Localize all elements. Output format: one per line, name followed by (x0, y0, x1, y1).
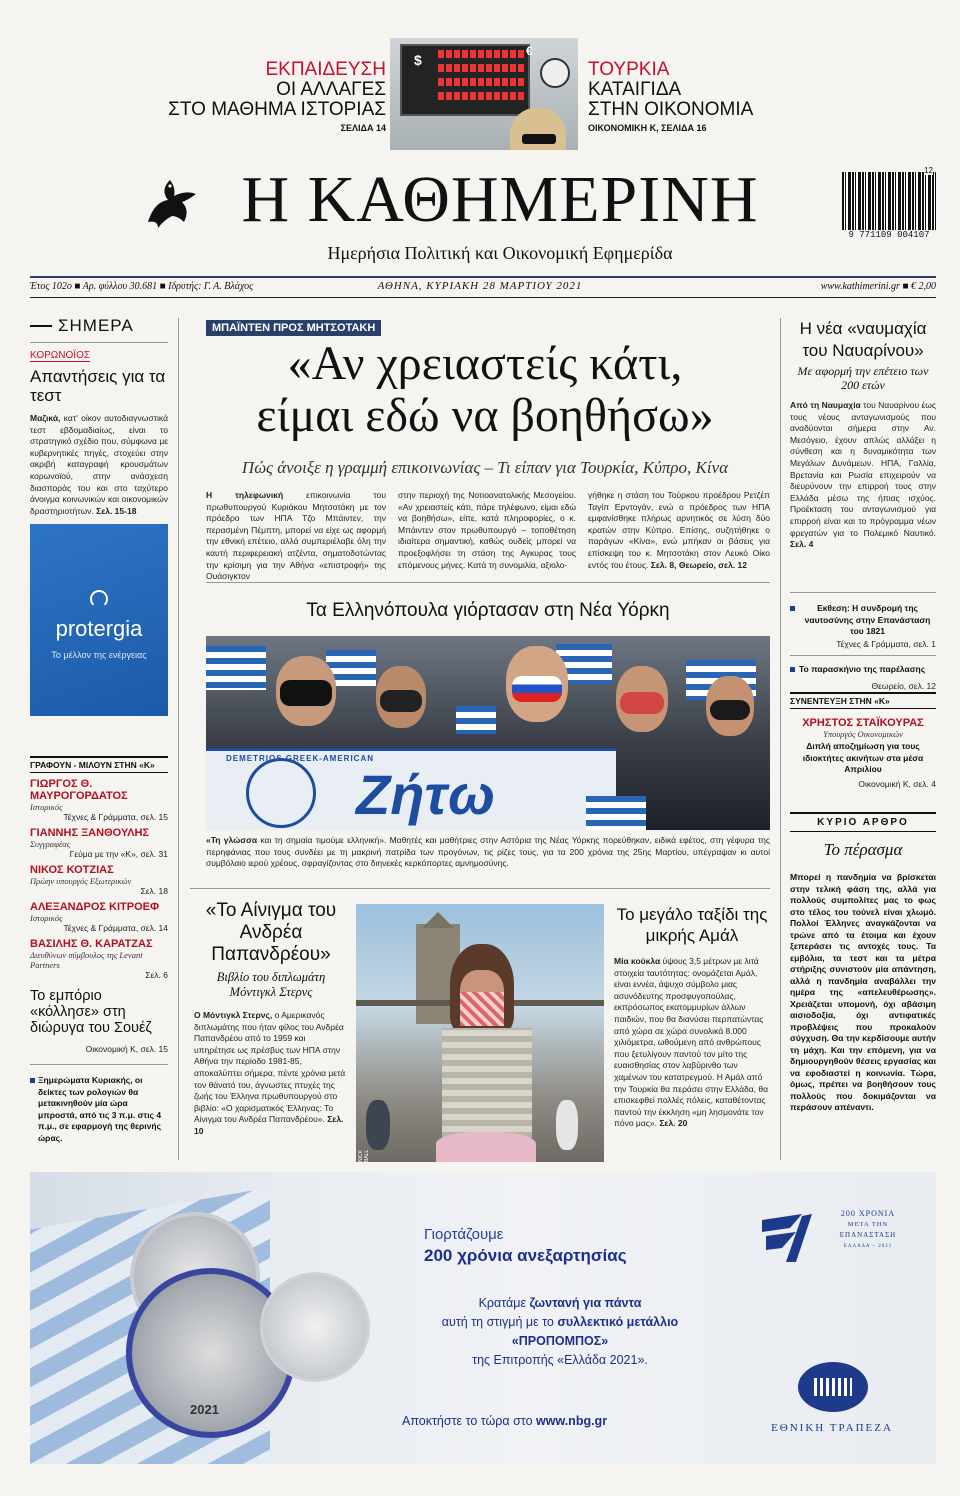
right-column-rule (780, 318, 781, 1160)
covid-text (30, 413, 168, 517)
navarino-title: Η νέα «ναυμαχία του Ναυαρίνου» (799, 319, 927, 360)
writer-item[interactable] (30, 864, 168, 896)
main-kicker: ΜΠΑΪΝΤΕΝ ΠΡΟΣ ΜΗΤΣΟΤΑΚΗ (206, 320, 381, 336)
main-col3 (588, 490, 770, 571)
protergia-ad[interactable] (30, 524, 168, 716)
item1[interactable] (790, 603, 936, 638)
barcode-number: 9 771109 004107 (848, 230, 930, 240)
interview-text: Διπλή αποζημίωση για τους ιδιοκτήτες ακινήτων στα μέσα Απριλίου (802, 741, 924, 774)
item2[interactable] (790, 664, 936, 676)
editorial-title: Το πέρασμα (823, 840, 903, 859)
teaser-right-line1: ΚΑΤΑΙΓΙΔΑ (588, 79, 682, 100)
main-headline-line2: είμαι εδώ να βοηθήσω» (256, 389, 714, 442)
amal-title: Το μεγάλο ταξίδι της μικρής Αμάλ (616, 905, 768, 945)
teaser-left-kicker: ΕΚΠΑΙΔΕΥΣΗ (265, 59, 386, 80)
left-column (30, 316, 168, 517)
interview-name: ΧΡΗΣΤΟΣ ΣΤΑΪΚΟΥΡΑΣ (802, 717, 924, 729)
covid-kicker: ΚΟΡΩΝΟΪΟΣ (30, 350, 91, 361)
logo-text2: ΜΕΤΑ ΤΗΝ (847, 1221, 889, 1228)
clock-text: Ξημερώματα Κυριακής, οι δείκτες των ρολογιών θα μετακινηθούν μία ώρα μπροστά, από τις 3 π.μ. στις 4 π.μ., σε εφαρμογή της θερινής ώρας. (38, 1075, 162, 1143)
masthead-info-left: Έτος 102ο ■ Αρ. φύλλου 30.681 ■ Ιδρυτής: Γ. Α. Βλάχος (30, 281, 254, 292)
barcode-issue: 12 (924, 166, 933, 175)
masthead-rule-top (30, 276, 936, 278)
teaser-left-line1: ΟΙ ΑΛΛΑΓΕΣ (276, 79, 386, 100)
writer-item[interactable] (30, 938, 168, 980)
ad-p4: της Επιτροπής «Ελλάδα 2021». (472, 1353, 648, 1367)
masthead-date: ΑΘΗΝΑ, ΚΥΡΙΑΚΗ 28 ΜΑΡΤΙΟΥ 2021 (377, 280, 583, 292)
suez-ref: Οικονομική Κ, σελ. 15 (85, 1044, 168, 1054)
papandreou-text (194, 1010, 348, 1138)
writer-name: ΑΛΕΞΑΝΔΡΟΣ ΚΙΤΡΟΕΦ (30, 901, 160, 913)
coin-front-inner (260, 1272, 370, 1382)
navarino-lead: Από τη Ναυμαχία (790, 400, 861, 410)
writer-item[interactable] (30, 827, 168, 859)
masthead-title: Η ΚΑΘΗΜΕΡΙΝΗ (241, 163, 759, 236)
writer-ref: Γεύμα με την «Κ», σελ. 31 (69, 849, 168, 859)
papandreou-body: ο Αμερικανός διπλωμάτης που ήταν φίλος του Ανδρέα Παπανδρέου από το 1959 και υπηρέτησε ως πρέσβυς των ΗΠΑ στην Αθήνα την περίοδο 1981-85, αποκαλύπτει σήμερα, πέντε χρόνια μετά τον θάνατό του, άγνωστες πτυχές της ζωής του Έλληνα πρωθυπουργού στο βιβλίο: «Ο χαρισματικός Έλληνας: Το Αίνιγμα του Ανδρέα Παπανδρέου». (194, 1010, 346, 1125)
item1-text: Εκθεση: Η συνδρομή της ναυτοσύνης στην Επανάσταση του 1821 (804, 603, 931, 636)
logo-text4: ΕΛΛΑΔΑ – 2021 (843, 1244, 893, 1249)
covid-title[interactable]: Απαντήσεις για τα τεστ (30, 367, 166, 405)
nbg-building-columns (814, 1378, 852, 1396)
greece-2021-logo-icon (756, 1206, 816, 1266)
writer-role: Ιστορικός (30, 913, 63, 923)
masthead-rule-bottom (30, 297, 936, 298)
lamp-emblem-icon (246, 758, 316, 828)
covid-ref: Σελ. 15-18 (96, 505, 137, 516)
main-col3-text: γήθηκε η στάση του Τούρκου προέδρου Ρετζέπ Ταγίπ Ερντογάν, ενώ ο πρόεδρος των ΗΠΑ εμφανίσθηκε πλήρως αρνητικός σε λύση δύο κρατών στην Κύπρο. Επίσης, συζητήθηκε ο παράγων «Κίνα», ενώ μπήκαν οι βάσεις για επίσκεψη του κ. Μητσοτάκη στον Λευκό Οίκο εντός του έτους. (588, 490, 770, 570)
papandreou-ref: Σελ. 10 (194, 1114, 344, 1136)
ad-p3: «ΠΡΟΠΟΜΠΟΣ» (511, 1334, 609, 1348)
ad-cta[interactable] (402, 1414, 607, 1428)
writers-header: ΓΡΑΦΟΥΝ - ΜΙΛΟΥΝ ΣΤΗΝ «Κ» (30, 760, 155, 770)
masthead-info-right: www.kathimerini.gr ■ € 2,00 (820, 281, 936, 292)
writer-role: Συγγραφέας (30, 839, 71, 849)
griffin-logo-icon (140, 172, 202, 230)
ad-p1b: ζωντανή για πάντα (529, 1296, 642, 1310)
amal-ref: Σελ. 20 (659, 1118, 688, 1129)
logo-text (820, 1208, 916, 1252)
today-label: ΣΗΜΕΡΑ (58, 316, 134, 335)
ad-line1: Γιορτάζουμε (424, 1226, 504, 1243)
writer-role: Διευθύνων σύμβουλος της Levant Partners (30, 950, 143, 970)
photo-caption-text: και τη σημαία τιμούμε ελληνική». Μαθητές και μαθήτριες στην Αστόρια της Νέας Υόρκης πορεύθηκαν, ειδικά εφέτος, στη γέφυρα της περηφάνιας που τους συνδέει με τη μακρινή πατρίδα των προγόνων, τις ρίζες τους, για τα 200 χρόνια της 25ης Μαρτίου, υπέγραψαν κι αυτοί συμβόλαιο ιερού χρέους, σφραγίζοντας στο διηνεκές κερκόπορτες αμνημοσύνης. (206, 835, 770, 869)
papandreou-story[interactable] (194, 900, 348, 1138)
writer-ref: Σελ. 6 (145, 970, 168, 980)
main-headline-line1: «Αν χρειαστείς κάτι, (287, 337, 683, 390)
coin-year: 2021 (190, 1402, 219, 1417)
teaser-right-kicker: ΤΟΥΡΚΙΑ (588, 59, 670, 80)
suez-story[interactable] (30, 988, 168, 1144)
sun-icon (90, 590, 108, 608)
ad-cta-link[interactable]: www.nbg.gr (536, 1414, 608, 1428)
main-col2: στην περιοχή της Νοτιοανατολικής Μεσογείου. «Αν χρειαστείς κάτι, πάρε τηλέφωνο, είμαι εδώ να βοηθήσω», είπε, κατά πληροφορίες, ο κ. Μπάιντεν στον πρωθυπουργό – τοποθέτηση ιδιαίτερα σημαντική, καθώς ουδείς μπορεί να προεξοφλήσει τη στάση της Αγκυρας τους επόμενους μήνες. Κατά τη συνομιλία, αξιολο- (398, 490, 576, 570)
writer-name: ΓΙΩΡΓΟΣ Θ. ΜΑΥΡΟΓΟΡΔΑΤΟΣ (30, 778, 128, 802)
papandreou-deck: Βιβλίο του διπλωμάτη Μόντιγκλ Στερνς (216, 970, 326, 999)
writer-name: ΒΑΣΙΛΗΣ Θ. ΚΑΡΑΤΖΑΣ (30, 938, 153, 950)
banner-text: Ζήτω (356, 763, 495, 826)
today-header (30, 316, 168, 336)
writer-item[interactable] (30, 901, 168, 933)
writer-ref: Σελ. 18 (140, 886, 168, 896)
interview-header: ΣΥΝΕΝΤΕΥΞΗ ΣΤΗΝ «Κ» (790, 696, 890, 706)
navarino-ref: Σελ. 4 (790, 539, 814, 550)
suez-title: Το εμπόριο «κόλλησε» στη διώρυγα του Σουέζ (30, 988, 152, 1036)
writers-list (30, 778, 168, 980)
item2-ref: Θεωρείο, σελ. 12 (871, 681, 936, 691)
photo-amal (356, 904, 604, 1162)
ad-p2a: αυτή τη στιγμή με το (441, 1315, 558, 1329)
writer-item[interactable] (30, 778, 168, 822)
writer-ref: Τέχνες & Γράμματα, σελ. 15 (63, 812, 168, 822)
photo-story-title[interactable]: Τα Ελληνόπουλα γιόρτασαν στη Νέα Υόρκη (306, 600, 670, 621)
main-col1-lead: Η τηλεφωνική (206, 490, 284, 500)
teaser-right-ref: ΟΙΚΟΝΟΜΙΚΗ Κ, ΣΕΛΙΔΑ 16 (588, 123, 707, 133)
editorial-header: ΚΥΡΙΟ ΑΡΘΡΟ (817, 817, 909, 828)
interview-box[interactable] (790, 692, 936, 789)
main-col1 (206, 490, 386, 583)
right-items (790, 592, 936, 691)
teaser-left-ref: ΣΕΛΙΔΑ 14 (340, 123, 386, 133)
barcode (842, 172, 936, 230)
main-deck: Πώς άνοιξε η γραμμή επικοινωνίας – Τι είπαν για Τουρκία, Κύπρο, Κίνα (241, 458, 729, 477)
square-bullet-icon (30, 1078, 35, 1083)
teaser-left[interactable] (150, 60, 386, 133)
square-bullet-icon (790, 606, 795, 611)
teaser-right[interactable] (588, 60, 808, 133)
writer-role: Πρώην υπουργός Εξωτερικών (30, 876, 132, 886)
editorial-text: Μπορεί η πανδημία να βρίσκεται στην τελική φάση της, αλλά για πολλούς συμπολίτες μας το φως στο τέλος του τούνελ είναι χλωμό. Πολλοί Έλληνες αναγκάζονται να τρώνε από τα έτοιμα και έχουν ξεπεράσει τις αντοχές τους. Τα εμβόλια, τα τεστ και τα μέτρα στήριξης συνιστούν μία απάντηση, αλλά η πανδημία αναβάλλει την ημέρα της «απελευθέρωσης». Χρειάζεται υπομονή, όχι αβάσιμη αισιοδοξία, όχι αντιφατικές προβλέψεις που προκαλούν σύγχυση. Θα την κερδίσουμε αυτήν τη μάχη. Και την επόμενη, για να δημιουργηθούν θέσεις εργασίας και να εφοδιαστεί η κοινωνία. Τώρα, όμως, πρέπει να βοηθήσουν τους πολλούς που δοκιμάζονται να περάσουν απέναντι. (790, 872, 936, 1112)
amal-story[interactable] (614, 904, 770, 1130)
writers-box (30, 756, 168, 980)
teaser-right-line2: ΣΤΗΝ ΟΙΚΟΝΟΜΙΑ (588, 99, 754, 120)
navarino-text (790, 400, 936, 551)
writer-name: ΝΙΚΟΣ ΚΟΤΖΙΑΣ (30, 864, 114, 876)
covid-body: κατ' οίκον αυτοδιαγνωστικά τεστ εβδομαδιαίως, είναι το στρατηγικό σχέδιο που, σύμφωνα με κυβερνητικές πηγές, στοχεύει στην ακριβή καταγραφή κρουσμάτων κορωνοϊού, στην ανάσχεση διασποράς του και στο ταχύτερο άνοιγμα κοινωνικών και οικονομικών δραστηριοτήτων. (30, 413, 169, 516)
amal-lead: Μία κούκλα (614, 956, 661, 966)
ad-p1a: Κρατάμε (478, 1296, 530, 1310)
nbg-ad[interactable] (30, 1172, 936, 1464)
writer-ref: Τέχνες & Γράμματα, σελ. 14 (63, 923, 168, 933)
logo-text3: ΕΠΑΝΑΣΤΑΣΗ (839, 1231, 897, 1239)
amal-text (614, 956, 770, 1130)
protergia-slogan: Το μέλλον της ενέργειας (51, 650, 147, 660)
ad-paragraph (410, 1294, 710, 1370)
papandreou-title: «Το Αίνιγμα του Ανδρέα Παπανδρέου» (205, 900, 337, 965)
covid-lead: Μαζικά, (30, 413, 61, 423)
ad-cta-a: Αποκτήστε το τώρα στο (402, 1414, 536, 1428)
interview-role: Υπουργός Οικονομικών (823, 729, 903, 739)
main-col1-text: επικοινωνία του πρωθυπουργού Κυριάκου Μητσοτάκη με τον πρόεδρο των ΗΠΑ Τζο Μπάιντεν, την περασμένη Πέμπτη, μπορεί να είχε ως αφορμή την εθνική επέτειο, αλλά συμπεριέλαβε όλη την καυτή περιφερειακή ατζέντα, σηματοδοτώντας την κρίσιμη για την Αθήνα «επιστροφή» της Ουάσιγκτον (206, 490, 386, 582)
main-story-rule (206, 582, 770, 583)
navarino-body: του Ναυαρίνου έως τους νέους ανταγωνισμούς που αναδύονται σήμερα στην Αν. Μεσόγειο, έχουν απλώς αλλάξει η σύνθεση και η δυναμικότητα των Μεγάλων Δυνάμεων. ΗΠΑ, Γαλλία, Βρετανία και Ρωσία επιχειρούν να διευρύνουν την επιρροή τους στην Ελλάδα μέσω της ήπιας ισχύος. Προέκταση του ανταγωνισμού για επιρροή είναι και το πρόγραμμα νέων φρεγατών για το Πολεμικό Ναυτικό. (790, 400, 937, 538)
left-column-rule (178, 318, 179, 1160)
amal-body: ύψους 3,5 μέτρων με λιτά στοιχεία ταυτότητας: ονομάζεται Αμάλ, είναι εννέα, άψυχο σύμβολο μιας ασυνόδευτης προσφυγοπούλας, εκπρόσωπος εκατομμυρίων άλλων παιδιών, που θα διανύσει περπατώντας από χώρα σε χώρα συνολικά 8.000 χιλιόμετρα, ωθούμενη από ανθρώπους που ξετυλίγουν παντού τον μίτο της ευαισθησίας στον λαβύρινθο των χαμένων του κατατρεγμού. Η Αμάλ από την Τουρκία θα περάσει στην Ελλάδα, θα επισκεφθεί πολλές πόλεις, καταθέτοντας παντού την έκκληση «μη λησμονάτε τον πόνο μας». (614, 956, 769, 1129)
writer-name: ΓΙΑΝΝΗΣ ΞΑΝΘΟΥΛΗΣ (30, 827, 150, 839)
interview-ref: Οικονομική Κ, σελ. 4 (858, 778, 936, 789)
amal-photo-credit: NICK BALL (358, 1149, 370, 1162)
logo-text1: 200 ΧΡΟΝΙΑ (840, 1209, 896, 1218)
editorial[interactable] (790, 812, 936, 1114)
ad-line2: 200 χρόνια ανεξαρτησίας (424, 1246, 627, 1265)
navarino-deck: Με αφορμή την επέτειο των 200 ετών (797, 364, 929, 392)
main-col3-ref: Σελ. 8, Θεωρείο, σελ. 12 (650, 559, 747, 570)
papandreou-lead: Ο Μόντιγκλ Στερνς, (194, 1010, 273, 1020)
item1-ref: Τέχνες & Γράμματα, σελ. 1 (836, 638, 936, 649)
item2-text: Το παρασκήνιο της παρέλασης (799, 663, 926, 674)
photo-nyc-parade (206, 636, 770, 830)
writer-role: Ιστορικός (30, 802, 63, 812)
ad-p2b: συλλεκτικό μετάλλιο (557, 1315, 679, 1329)
masthead-subtitle: Ημερήσια Πολιτική και Οικονομική Εφημερίδα (327, 243, 673, 263)
bank-name: ΕΘΝΙΚΗ ΤΡΑΠΕΖΑ (771, 1422, 893, 1434)
navarino-story[interactable] (790, 318, 936, 551)
square-bullet-icon (790, 667, 795, 672)
photo-caption (206, 835, 770, 870)
banner-sub: DEMETRIOS GREEK-AMERICAN (226, 754, 375, 763)
teaser-left-line2: ΣΤΟ ΜΑΘΗΜΑ ΙΣΤΟΡΙΑΣ (168, 99, 386, 120)
photo-story-rule (190, 888, 770, 889)
photo-caption-lead: «Τη γλώσσα (206, 835, 258, 845)
main-headline[interactable] (190, 338, 780, 442)
protergia-brand: protergia (55, 616, 143, 641)
teaser-photo-currency: $ € (390, 38, 578, 150)
